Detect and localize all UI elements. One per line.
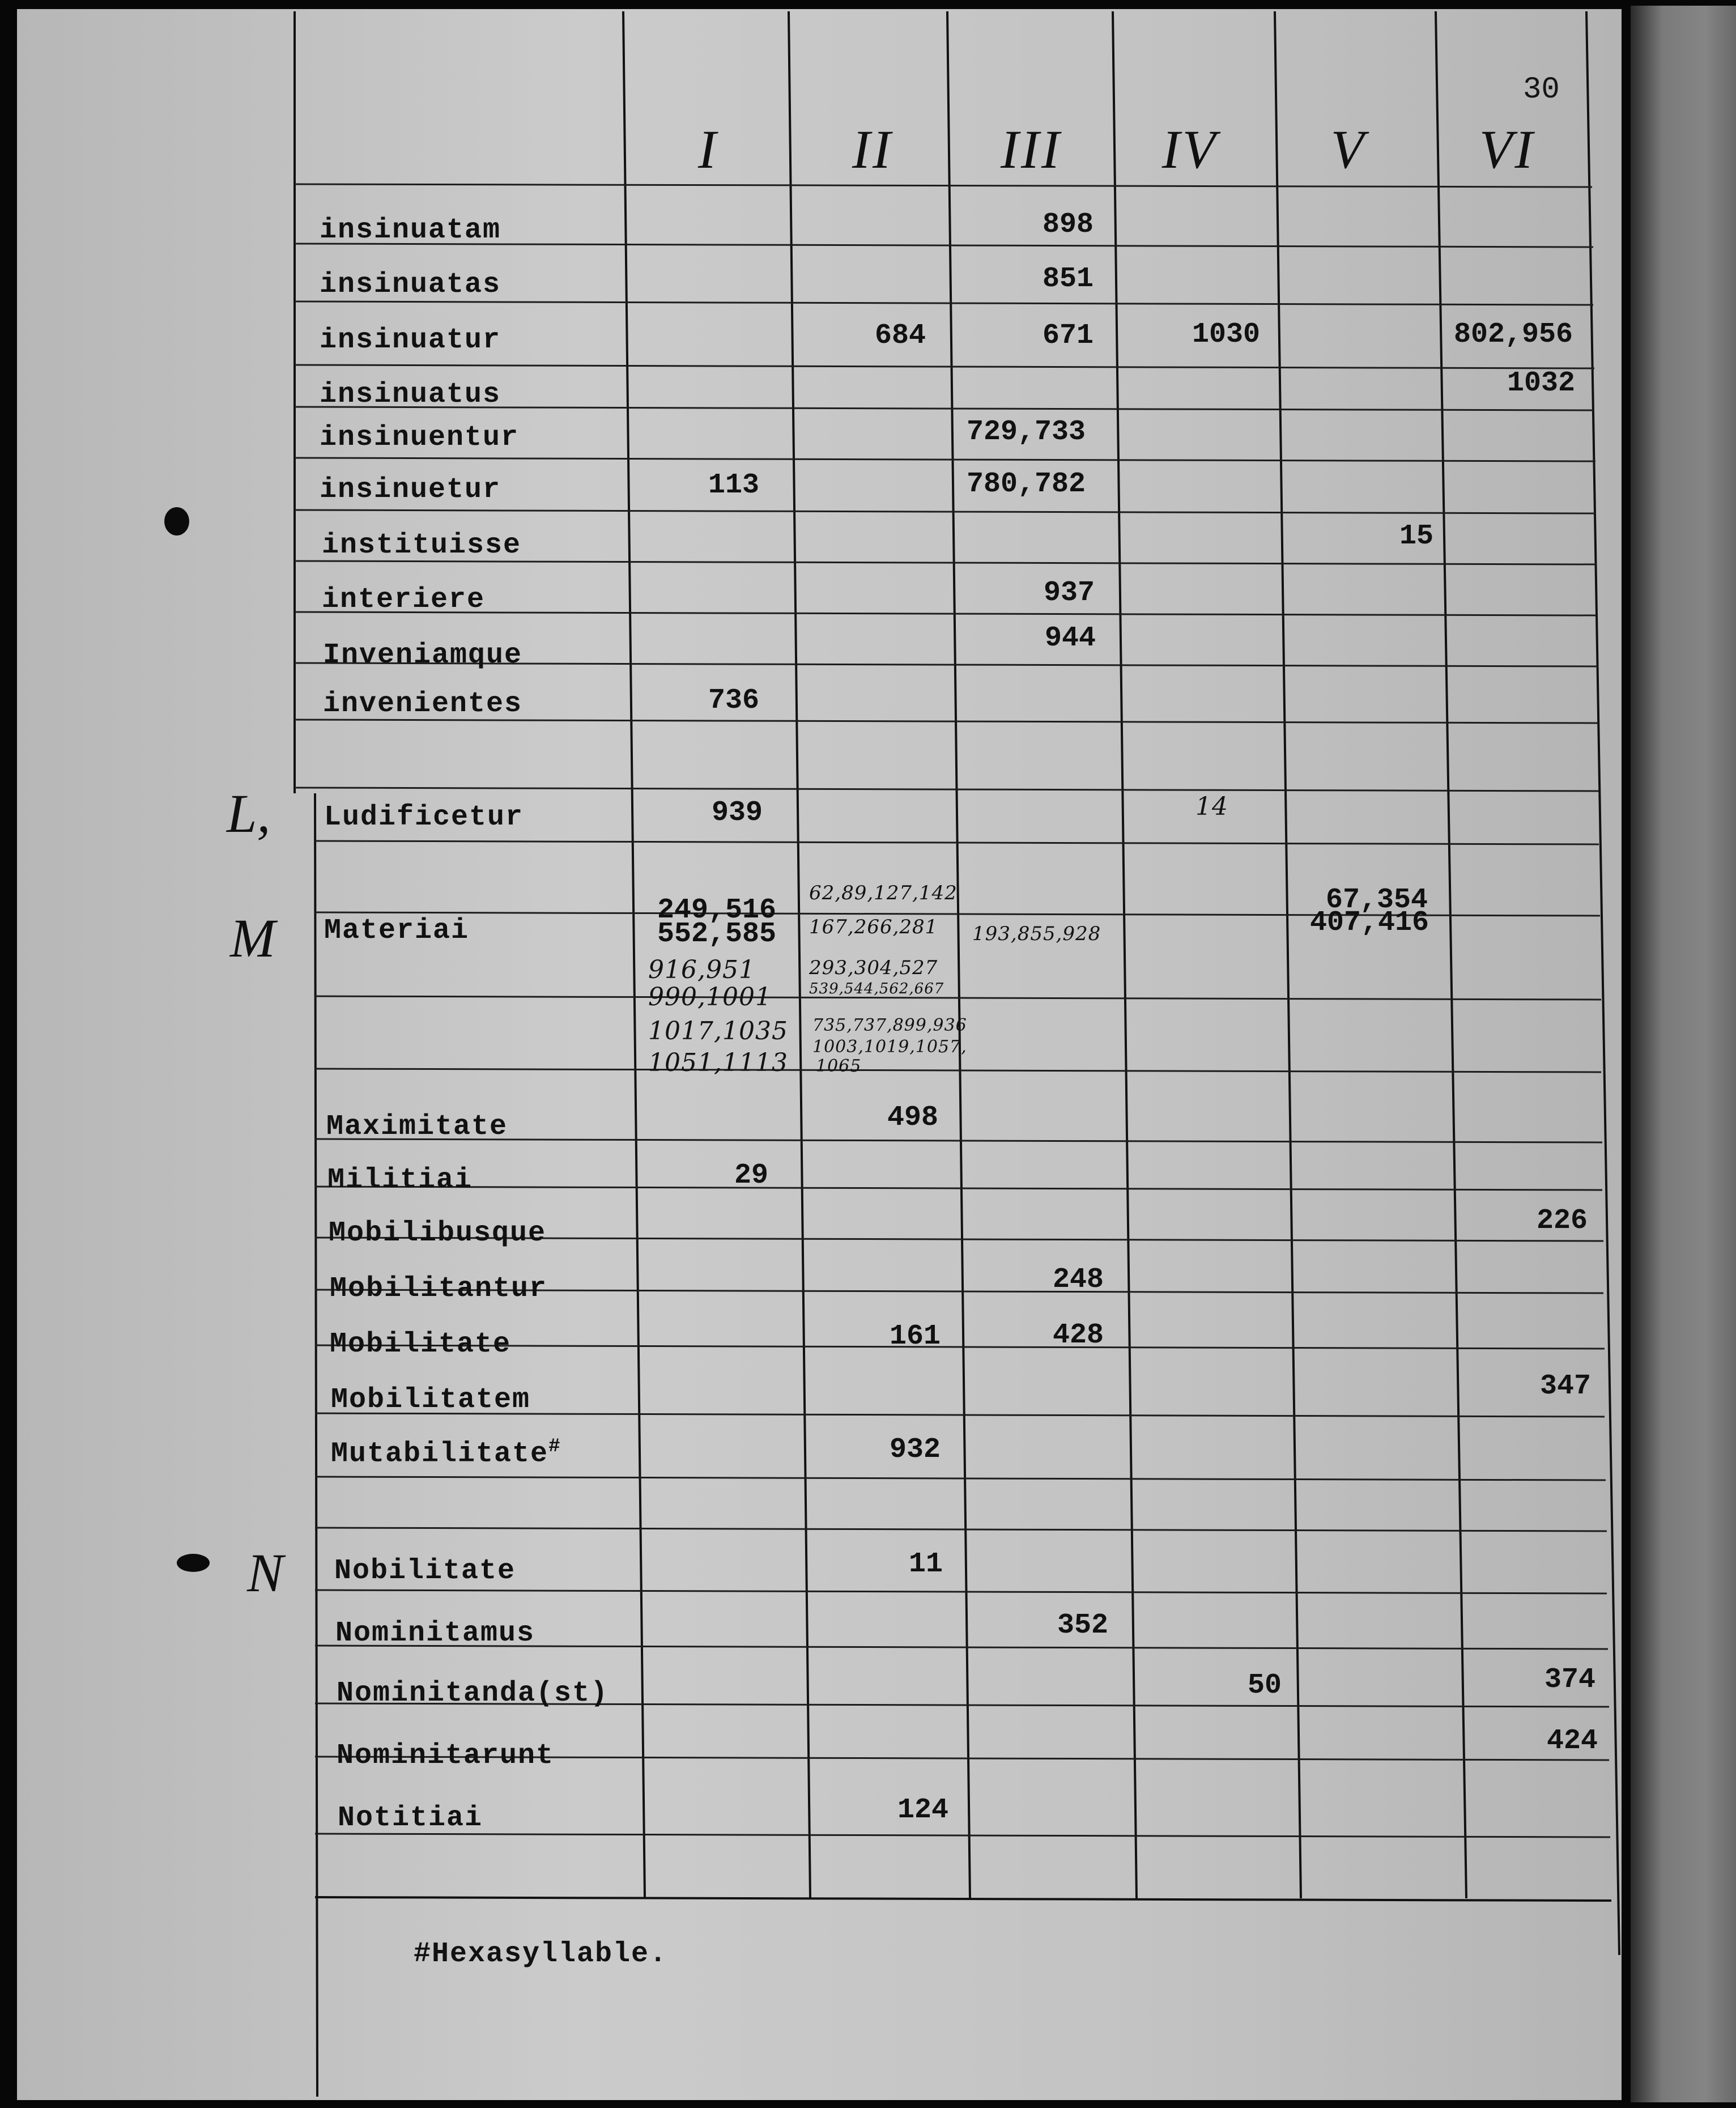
cell-value: 802,956	[1454, 318, 1573, 351]
table-row-word: Nominitanda(st)	[337, 1677, 609, 1710]
column-header-iii: III	[1001, 119, 1062, 180]
table-row-word: Materiai	[324, 915, 470, 947]
cell-value: 29	[734, 1159, 769, 1192]
binder-hole-mark	[164, 507, 189, 536]
cell-handwritten: 539,544,562,667	[809, 980, 944, 997]
table-row-word: Mobilitatem	[331, 1384, 531, 1416]
cell-value: 347	[1540, 1370, 1592, 1402]
table-row-word: Mobilitate	[330, 1328, 512, 1361]
cell-handwritten: 990,1001	[648, 983, 772, 1012]
cell-handwritten: 1017,1035	[648, 1017, 788, 1046]
margin-letter-n: N	[247, 1542, 284, 1603]
cell-handwritten: 916,951	[648, 955, 755, 984]
table-row-word: insinuatas	[320, 269, 501, 301]
table-row-word: insinuatur	[320, 324, 501, 356]
column-header-v: V	[1330, 119, 1367, 180]
cell-handwritten: 14	[1195, 792, 1228, 821]
table-row-word: Nominitarunt	[337, 1740, 555, 1772]
page-number: 30	[1523, 73, 1560, 107]
cell-value: 932	[890, 1434, 941, 1466]
cell-value: 898	[1043, 209, 1094, 241]
table-row-word: Nominitamus	[335, 1617, 535, 1650]
table-row-word: Notitiai	[338, 1802, 483, 1834]
cell-value: 944	[1045, 622, 1096, 654]
column-header-ii: II	[852, 119, 893, 180]
table-row-word: interiere	[322, 584, 486, 616]
cell-value: 851	[1043, 263, 1094, 295]
cell-value: 249,516	[657, 894, 777, 926]
table-row-word: Nobilitate	[334, 1555, 516, 1587]
cell-value: 50	[1248, 1669, 1282, 1702]
cell-value: 736	[708, 685, 760, 717]
cell-value: 729,733	[967, 416, 1086, 448]
cell-handwritten: 1003,1019,1057,	[812, 1037, 967, 1057]
cell-value: 352	[1057, 1609, 1109, 1642]
table-row-word: insinuatus	[320, 379, 501, 411]
cell-value: 552,585	[657, 918, 777, 950]
column-header-vi: VI	[1479, 119, 1535, 180]
cell-handwritten: 735,737,899,936	[812, 1015, 967, 1035]
cell-handwritten: 1051,1113	[648, 1048, 788, 1077]
cell-value: 1032	[1507, 367, 1576, 400]
cell-handwritten: 62,89,127,142	[809, 882, 958, 904]
cell-value: 424	[1547, 1725, 1598, 1757]
table-row-word: Maximitate	[326, 1111, 508, 1143]
column-header-iv: IV	[1161, 119, 1218, 180]
cell-handwritten: 1065	[816, 1056, 862, 1076]
table-row-word: Inveniamque	[323, 639, 523, 672]
margin-letter-m: M	[230, 908, 275, 968]
column-header-i: I	[698, 119, 718, 180]
cell-value: 939	[712, 797, 763, 829]
cell-value: 67,354	[1326, 884, 1428, 916]
cell-handwritten: 167,266,281	[809, 916, 938, 938]
table-row-word: invenientes	[323, 688, 523, 720]
cell-value: 498	[887, 1102, 939, 1134]
cell-value: 113	[708, 469, 760, 502]
table-row-word: insinuentur	[320, 422, 520, 454]
cell-value: 1030	[1192, 318, 1261, 351]
footnote: #Hexasyllable.	[414, 1938, 668, 1970]
cell-value: 780,782	[967, 468, 1086, 500]
cell-value: 407,416	[1310, 907, 1429, 939]
table-row-word: Mobilibusque	[329, 1217, 547, 1250]
table-row-word: Ludificetur	[324, 801, 524, 834]
table-row-word: insinuetur	[320, 474, 501, 506]
cell-value: 671	[1043, 320, 1094, 352]
table-row-word: Mutabilitate#	[331, 1436, 561, 1470]
binder-hole-mark	[177, 1554, 210, 1572]
cell-value: 15	[1399, 520, 1434, 552]
cell-value: 374	[1544, 1664, 1596, 1696]
margin-letter-l: L,	[227, 783, 271, 844]
table-row-word: insinuatam	[320, 214, 501, 246]
cell-handwritten: 293,304,527	[809, 957, 938, 979]
table-row-word: Mobilitantur	[330, 1273, 548, 1305]
table-row-word: instituisse	[322, 529, 522, 562]
cell-value: 11	[909, 1548, 943, 1580]
hexasyllable-mark: #	[548, 1436, 561, 1457]
cell-value: 248	[1053, 1264, 1104, 1296]
cell-value: 161	[890, 1320, 941, 1353]
cell-value: 937	[1044, 577, 1095, 609]
cell-handwritten: 193,855,928	[972, 923, 1101, 945]
cell-value: 684	[875, 320, 926, 352]
cell-value: 124	[897, 1794, 949, 1826]
table-row-word: Militiai	[327, 1164, 473, 1196]
cell-value: 226	[1537, 1205, 1588, 1237]
cell-value: 428	[1053, 1319, 1104, 1352]
